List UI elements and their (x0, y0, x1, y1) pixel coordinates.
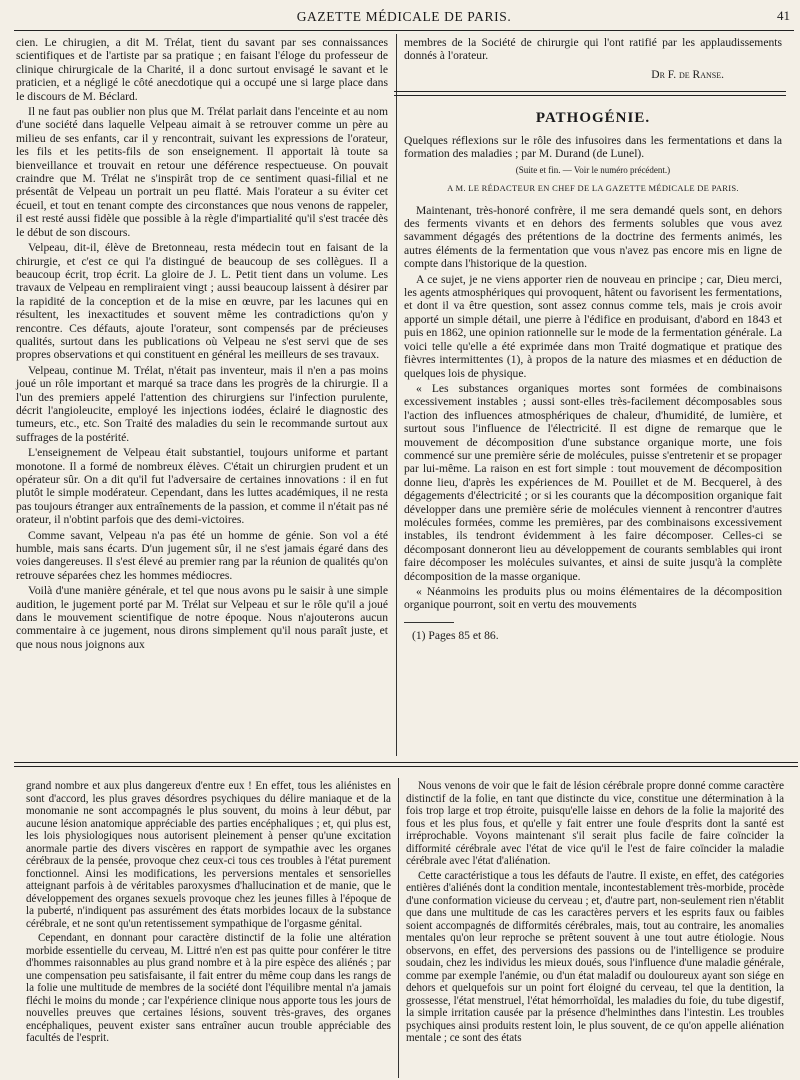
paragraph: grand nombre et aux plus dangereux d'entre eux ! En effet, tous les aliénistes en sont d'accord, les plus graves désordres psychiques du délire maniaque et de la monomanie ne sont accompagnés le plus souvent, du moins à leur début, par aucune lésion anatomique appréciable des parties encéphaliques ; et, qui plus est, les lois physiologiques nous autorisent pleinement à penser qu'une excitation anormale partie des divers viscères en rapport de sympathie avec les organes cérébraux de la pensée, provoque chez ceux-ci tous ces troubles à l'état purement fonctionnel. Ainsi les modifications, les perversions mentales et sensorielles atteignant parfois à de véritables paroxysmes d'hallucination et de manie, que le développement des organes sexuels provoque chez les jeunes filles à l'époque de la puberté, n'indiquent pas assurément des états morbides locaux de la substance cérébrale, et ne sont qu'un retentissement sympathique de l'orgasme génital. (26, 780, 391, 930)
journal-title: GAZETTE MÉDICALE DE PARIS. (296, 9, 512, 24)
column-divider-bottom (398, 778, 399, 1078)
paragraph: « Les substances organiques mortes sont formées de combinaisons excessivement instables ; aussi sont-elles très-facilement décomposables sous l'action des influences atmosphériques de chaleur, d'humidité, de lumière, et surtout sous l'influence de l'électricité. Il est digne de remarque que le mouvement de décomposition d'une substance organique morte, une fois commencé sur une première série de molécules, puisse s'entretenir et se propager par lui-même. La raison en est fort simple : tout mouvement de décomposition donne lieu, d'après les expériences de M. Pouillet et de M. Becquerel, à des dégagements d'électricité ; or si les courants que la décomposition organique fait développer dans une première série de molécules viennent à rencontrer d'autres molécules formées, comme les premières, par des combinaisons excessivement instables, ils tendront évidemment à les faire décomposer. Celles-ci se décomposant donneront lieu au développement de courants semblables qui iront faire décomposer les molécules suivantes, et ainsi de suite jusqu'à la complète décomposition de la masse organique. (404, 381, 782, 583)
paragraph: Voilà d'une manière générale, et tel que nous avons pu le saisir à une simple audition, le jugement porté par M. Trélat sur Velpeau et sur le rôle qu'il a joué dans le mouvement scientifique de notre époque. Nous n'ajouterons aucun commentaire à ce jugement, nous dirons simplement qu'il nous paraît juste, et que nous nous joignons aux (16, 584, 388, 651)
section-title: PATHOGÉNIE. (535, 109, 651, 126)
paragraph: Maintenant, très-honoré confrère, il me sera demandé quels sont, en dehors des ferments vivants et en dehors des ferments solubles que vous avez savamment dégagés des prétentions de la doctrine des ferments animés, les autres éléments de la fermentation que vous n'avez pas encore mis en ligne de compte dans l'historique de la question. (404, 203, 782, 271)
continuation-note: (Suite et fin. — Voir le numéro précédent.) (515, 164, 671, 175)
paragraph: Il ne faut pas oublier non plus que M. Trélat parlait dans l'enceinte et au nom d'une société dans laquelle Velpeau aimait à se retrouver comme un père au milieu de ses enfants, car il y rencontrait, suivant les expressions de l'orateur, les fils et les petits-fils de son enseignement. Il apportait là toute sa bienveillance et trouvait en retour une déférence respectueuse. On pouvait craindre que M. Trélat ne s'inspirât trop de ce sentiment quasi-filial et ne présentât de Velpeau un portrait un peu flatté. Mais l'orateur a su éviter cet écueil, et tout en tenant compte des circonstances que nous venons de rappeler, il est resté aussi fidèle que possible à la règle d'impartialité qu'il s'est tracée dès le début de son discours. (16, 105, 388, 239)
section-separator (14, 762, 798, 767)
article-subtitle: Quelques réflexions sur le rôle des infusoires dans les fermentations et dans la formation des maladies ; par M. Durand (de Lunel). (404, 133, 782, 161)
paragraph: Cette caractéristique a tous les défauts de l'autre. Il existe, en effet, des catégories entières d'aliénés dont la condition mentale, incontestablement très-morbide, procède d'une conformation vicieuse du cerveau ; et, d'autre part, non-seulement rien n'établit que dans une multitude de cas les caractères pervers et les esprits faux ou faibles soient accompagnés de difformités cérébrales, mais, tout au contraire, les anomalies mentales qu'on leur reproche se prêtent souvent à une tout autre étiologie. Nous observons, en effet, des perversions des passions ou de l'intelligence se produire soudain, chez les individus les mieux doués, sous l'influence d'une maladie générale, comme par exemple l'anémie, ou d'un état maladif ou douloureux ayant son siége en dehors et quelquefois sur un point fort éloigné du cerveau, tel que la dentition, la grossesse, l'état menstruel, l'état hémorrhoïdal, les maladies du foie, du tube digestif, la simple irritation causée par la présence d'helminthes dans l'intestin. Les troubles psychiques ainsi produits restent loin, le plus souvent, de ce qu'on appelle aliénation mentale ; ce sont des états (406, 869, 784, 1044)
paragraph: membres de la Société de chirurgie qui l'ont ratifié par les applaudissements donnés à l'orateur. (404, 36, 782, 63)
page-number: 41 (777, 8, 790, 23)
paragraph: Velpeau, dit-il, élève de Bretonneau, resta médecin tout en faisant de la chirurgie, et c'est ce qui l'a distingué de beaucoup de ses collègues. Il a beaucoup écrit, trop écrit. La gloire de J. L. Petit tient dans un volume. Les travaux de Velpeau en rempliraient vingt ; aussi beaucoup laissent à désirer par la rapidité de la conception et de la mise en œuvre, par les lacunes qui en résultent, les inexactitudes et souvent même les contradictions qu'on y rencontre. Ces défauts, ajoute l'orateur, sont compensés par de précieuses qualités, surtout dans les publications où Velpeau ne s'est servi que de ses propres observations et qui constituent en général les meilleurs de ses travaux. (16, 241, 388, 362)
paragraph: Velpeau, continue M. Trélat, n'était pas inventeur, mais il n'en a pas moins joué un rôle important et marqué sa trace dans les progrès de la chirurgie. Il a l'un des premiers appelé l'attention des chirurgiens sur l'infection purulente, décrit l'angioleucite, employé les injections iodées, éclairé le diagnostic des tumeurs, etc., etc. Son Traité des maladies du sein le recommande surtout aux suffrages de la postérité. (16, 363, 388, 444)
signature: Dr F. de Ranse. (651, 68, 724, 81)
column-divider (396, 34, 397, 756)
footnote-rule (404, 622, 454, 623)
paragraph: A ce sujet, je ne viens apporter rien de nouveau en principe ; car, Dieu merci, les agents atmosphériques qui provoquent, hâtent ou favorisent les fermentations, et dont il va être question, sont assez connus comme tels, mais je crois avoir apporté un simple détail, une pierre à l'édifice en produisant, d'abord en 1843 et puis en 1862, une opinion rationnelle sur le mode de la fermentation générale. La voici telle qu'elle a été exprimée dans mon Traité dogmatique et pratique des fièvres intermittentes (1), à propos de la nature des miasmes et en déduction de quelques lois de physique. (404, 272, 782, 380)
column-top-right (404, 36, 782, 644)
page-header (14, 0, 794, 31)
column-bottom-left (26, 780, 391, 1047)
section-rule (394, 91, 786, 96)
footnote: (1) Pages 85 et 86. (412, 628, 499, 642)
address-line: A M. LE RÉDACTEUR EN CHEF DE LA GAZETTE MÉDICALE DE PARIS. (447, 182, 739, 193)
paragraph: cien. Le chirugien, a dit M. Trélat, tient du savant par ses connaissances scientifiques et de l'artiste par sa pratique ; en faisant l'éloge du professeur de clinique chirurgicale de la Charité, il a donc surtout envisagé le savant et le praticien, et a négligé le côté anecdotique qui a occupé une si large place dans le discours de M. Béclard. (16, 36, 388, 103)
paragraph: Nous venons de voir que le fait de lésion cérébrale propre donné comme caractère distinctif de la folie, en tant que distincte du vice, constitue une détermination à la fois trop large et trop étroite, puisqu'elle laisse en dehors de la folie la majorité des fous et les plus fous, et qu'elle y fait entrer une foule d'esprits dont la santé est irréprochable. Voyons maintenant s'il serait plus facile de faire coïncider la difformité cérébrale avec l'état de vice qu'il le l'est de faire coïncider la maladie cérébrale avec l'état d'aliénation. (406, 780, 784, 867)
column-bottom-right (406, 780, 784, 1047)
paragraph: L'enseignement de Velpeau était substantiel, toujours uniforme et partant monotone. Il a formé de nombreux élèves. C'était un chirurgien prudent et un opérateur sûr. On a dit qu'il fut l'adversaire de certaines innovations : il en fut plutôt le simple modérateur. Cependant, dans les luttes académiques, il ne resta pas toujours étranger aux entraînements de la passion, et comme il n'était pas né orateur, il n'obtint parfois que des demi-victoires. (16, 446, 388, 527)
paragraph: Comme savant, Velpeau n'a pas été un homme de génie. Son vol a été humble, mais sans écarts. D'un jugement sûr, il ne s'est jamais égaré dans des voies dangereuses. Il s'est élevé au premier rang par la réunion de qualités qu'on retrouve séparées chez les hommes médiocres. (16, 528, 388, 582)
column-top-left (16, 36, 388, 653)
paragraph: Cependant, en donnant pour caractère distinctif de la folie une altération morbide essentielle du cerveau, M. Littré n'en est pas quitte pour conférer le titre d'hommes raisonnables au plus grand nombre et à la pire espèce des aliénés ; par une compensation peu satisfaisante, il fait entrer du même coup dans les rangs de la folie une multitude de membres de la société dont l'équilibre mental n'a jamais fléchi le moins du monde ; car l'expérience clinique nous apporte tous les jours de nouvelles preuves que certaines lésions, souvent très-graves, des organes encéphaliques, peuvent exister sans entraîner aucun trouble appréciable des facultés de l'esprit. (26, 932, 391, 1044)
paragraph: « Néanmoins les produits plus ou moins élémentaires de la décomposition organique pourront, soit en vertu des mouvements (404, 585, 782, 612)
